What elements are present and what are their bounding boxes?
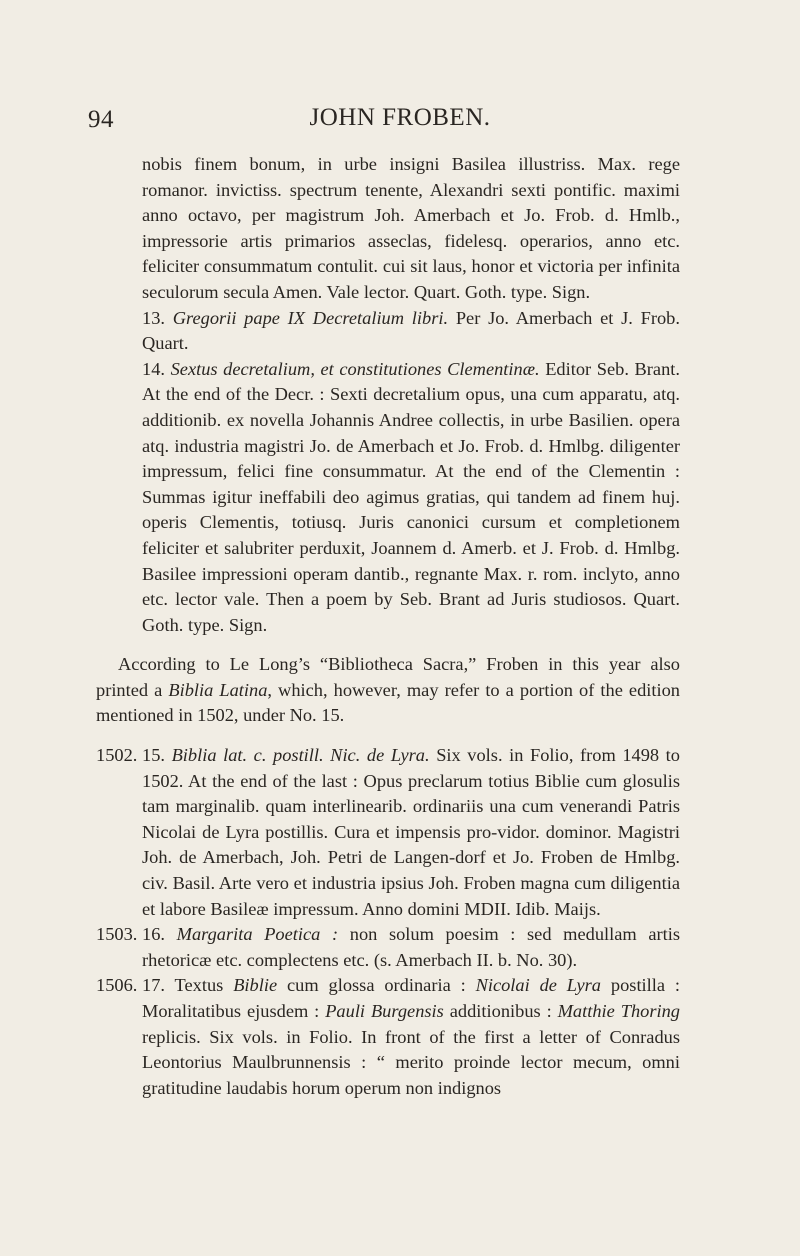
page-number: 94 xyxy=(88,106,114,133)
entry-text: Per Jo. Amerbach et J. Frob. Quart. xyxy=(142,307,680,354)
entry-title-matthie: Matthie Thoring xyxy=(557,1001,680,1021)
note-text-post: , which, however, may refer to a portion of the edition mentioned in 1502, under No. 15. xyxy=(96,679,680,726)
continuation-paragraph: nobis finem bonum, in urbe insigni Basilea illustriss. Max. rege romanor. invictiss. spectrum tenente, Alexandri sexti pontific. maximi anno octavo, per magistrum Joh. Amerbach et Jo. Frob. d. Hmlb., impressorie artis primarios asseclas, fidelesq. operarios, anno etc. feliciter consummatum contulit. cui sit laus, honor et victoria per infinita seculorum secula Amen. Vale lector. Quart. Goth. type. Sign. xyxy=(142,154,680,302)
entry-title-biblie: Biblie xyxy=(233,975,278,996)
entry-15 xyxy=(96,743,680,922)
entry-text-mid2: postilla : Moralitatibus ejusdem : xyxy=(142,975,681,1021)
page-body xyxy=(96,152,680,1101)
entry-title-pauli: Pauli Burgensis xyxy=(325,1001,444,1021)
entry-number: 16. xyxy=(142,924,165,945)
page-header xyxy=(88,104,712,140)
note-italic-title: Biblia Latina xyxy=(168,679,268,700)
entry-text-mid3: additionibus : xyxy=(449,1001,552,1021)
entry-year: 1502. xyxy=(96,745,138,766)
entry-title: Margarita Poetica : xyxy=(176,924,339,945)
entry-year: 1503. xyxy=(96,924,138,945)
entry-number: 15. xyxy=(142,745,165,766)
entry-number: 17. xyxy=(142,975,165,996)
entry-title-nicolai: Nicolai de Lyra xyxy=(475,975,602,996)
entry-title: Sextus decretalium, et constitutiones Clementinæ. xyxy=(170,358,540,379)
entry-title: Biblia lat. c. postill. Nic. de Lyra. xyxy=(171,745,430,766)
entry-16 xyxy=(96,922,680,973)
running-title: JOHN FROBEN. xyxy=(309,104,491,131)
entry-text-mid1: cum glossa ordinaria : xyxy=(286,975,466,996)
entry-year: 1506. xyxy=(96,975,138,996)
entry-14 xyxy=(96,357,680,639)
entry-text-post: replicis. Six vols. in Folio. In front of the first a letter of Conradus Leontorius Maulbrunnensis : “ merito proinde lector mecum, omni gratitudine laudabis horum operum non indignos xyxy=(142,1026,680,1098)
entry-number: 14. xyxy=(142,358,165,379)
entry-13 xyxy=(96,306,680,357)
note-paragraph xyxy=(96,652,680,729)
entry-title: Gregorii pape IX Decretalium libri. xyxy=(172,307,449,328)
entry-text-pre: Textus xyxy=(174,975,224,996)
entry-text: Six vols. in Folio, from 1498 to 1502. At the end of the last : Opus preclarum totius Biblie cum glosulis tam marginalib. quam interlinearib. ordinariis una cum venerandi Patris Nicolai de Lyra postillis. Cura et impensis pro-vidor. dominor. Magistri Joh. de Amerbach, Joh. Petri de Langen-dorf et Jo. Froben de Hmlbg. civ. Basil. Arte vero et industria ipsius Joh. Froben magna cum diligentia et labore Basileæ impressum. Anno domini MDII. Idib. Maijs. xyxy=(142,745,680,919)
entry-text: Editor Seb. Brant. At the end of the Decr. : Sexti decretalium opus, una cum apparatu, atq. additionib. ex novella Johannis Andree collectis, in urbe Basilien. opera atq. industria magistri Jo. de Amerbach et Jo. Frob. d. Hmlbg. diligenter impressum, felici fine consummatur. At the end of the Clementin : Summas igitur ineffabili deo agimus gratias, qui tandem ad finem huj. operis Clementis, totiusq. Juris canonici cursum et completionem feliciter et salubriter perduxit, Joannem d. Amerb. et J. Frob. d. Hmlbg. Basilee impressioni operam dantib., regnante Max. r. rom. inclyto, anno etc. lector vale. Then a poem by Seb. Brant ad Juris studiosos. Quart. Goth. type. Sign. xyxy=(142,358,680,635)
note-text-pre: According to Le Long’s “Bibliotheca Sacra,” Froben in this year also printed a xyxy=(96,654,680,700)
entry-text: non solum poesim : sed medullam artis rhetoricæ etc. complectens etc. (s. Amerbach II. b. No. 30). xyxy=(142,924,680,970)
entry-17 xyxy=(96,973,680,1101)
entry-number: 13. xyxy=(142,307,165,328)
